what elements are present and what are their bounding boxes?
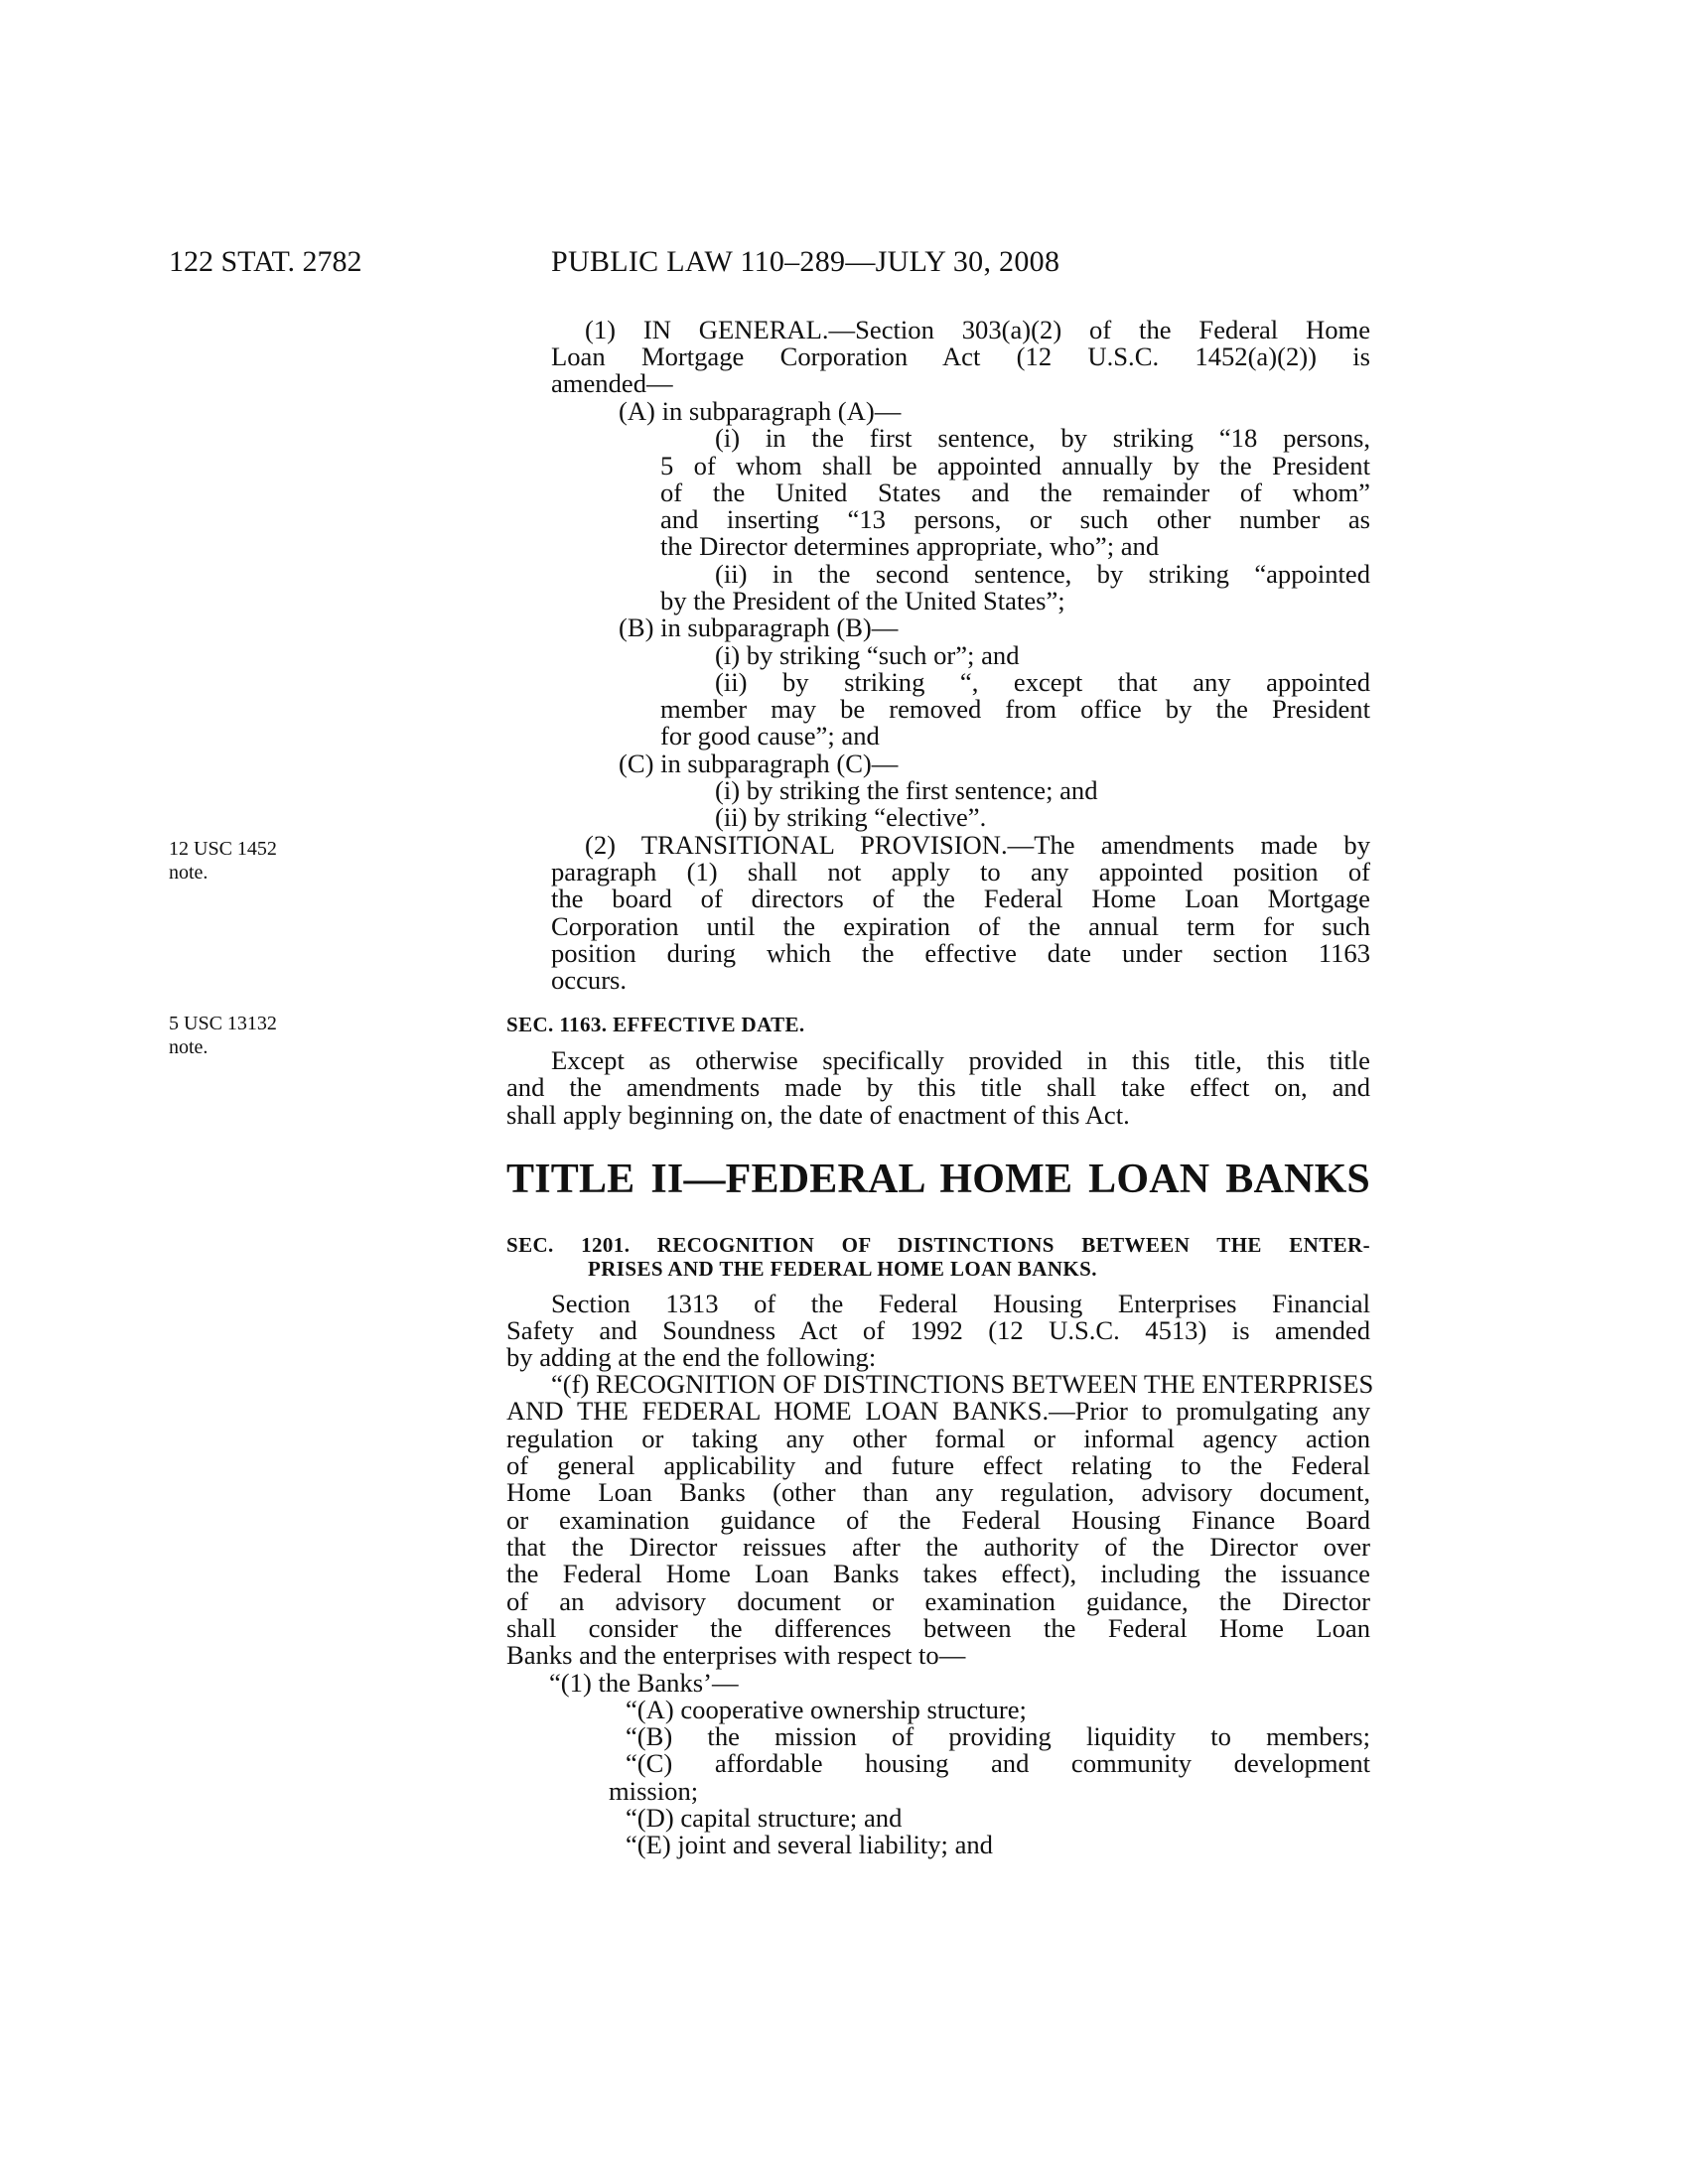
- text-line: of general applicability and future effect relating to the Federal: [506, 1450, 1370, 1480]
- text-line: the Director determines appropriate, who”; and: [660, 531, 1160, 561]
- text-line: “(1) the Banks’—: [549, 1668, 739, 1698]
- text-line: shall apply beginning on, the date of enactment of this Act.: [506, 1100, 1130, 1130]
- text-line: (B) in subparagraph (B)—: [619, 613, 899, 642]
- text-line: “(C) affordable housing and community development: [626, 1748, 1370, 1778]
- text-line: Corporation until the expiration of the annual term for such: [551, 911, 1370, 941]
- text-line: position during which the effective date under section 1163: [551, 938, 1370, 968]
- margin-note-line: 5 USC 13132: [169, 1013, 277, 1034]
- text-line: (C) in subparagraph (C)—: [619, 749, 899, 778]
- text-line: regulation or taking any other formal or informal agency action: [506, 1424, 1370, 1453]
- margin-note-line: note.: [169, 862, 209, 884]
- text-line: Home Loan Banks (other than any regulation, advisory document,: [506, 1477, 1370, 1507]
- text-line: (A) in subparagraph (A)—: [619, 396, 902, 426]
- text-line: (ii) by striking “elective”.: [715, 802, 987, 832]
- text-line: paragraph (1) shall not apply to any appointed position of: [551, 857, 1370, 887]
- text-line: “(D) capital structure; and: [626, 1803, 903, 1833]
- page-stat-number: 122 STAT. 2782: [169, 245, 362, 278]
- text-line: “(E) joint and several liability; and: [626, 1830, 993, 1859]
- text-line: Banks and the enterprises with respect to—: [506, 1640, 966, 1670]
- margin-note-5-usc-13132: [169, 1012, 308, 1059]
- margin-note-12-usc-1452: [169, 837, 308, 885]
- text-line: for good cause”; and: [660, 721, 880, 751]
- text-line: and the amendments made by this title shall take effect on, and: [506, 1072, 1370, 1102]
- text-line: the board of directors of the Federal Home Loan Mortgage: [551, 884, 1370, 913]
- text-line: 5 of whom shall be appointed annually by the President: [660, 451, 1370, 480]
- text-line: (i) by striking the first sentence; and: [715, 775, 1098, 805]
- text-line: “(A) cooperative ownership structure;: [626, 1695, 1027, 1724]
- text-line: (ii) in the second sentence, by striking “appointed: [715, 559, 1370, 589]
- title-heading: TITLE II—FEDERAL HOME LOAN BANKS: [506, 1157, 1370, 1202]
- section-heading-1201: SEC. 1201. RECOGNITION OF DISTINCTIONS BETWEEN THE ENTER-: [506, 1233, 1370, 1257]
- section-heading-1201-cont: PRISES AND THE FEDERAL HOME LOAN BANKS.: [588, 1257, 1097, 1281]
- text-line: (ii) by striking “, except that any appointed: [715, 667, 1370, 697]
- text-line: of the United States and the remainder of whom”: [660, 478, 1370, 507]
- text-line: “(f) RECOGNITION OF DISTINCTIONS BETWEEN THE ENTERPRISES: [551, 1369, 1374, 1399]
- text-line: by the President of the United States”;: [660, 586, 1065, 615]
- text-line: of an advisory document or examination guidance, the Director: [506, 1586, 1370, 1616]
- text-line: (2) TRANSITIONAL PROVISION.—The amendments made by: [585, 830, 1370, 860]
- text-line: shall consider the differences between the Federal Home Loan: [506, 1613, 1370, 1643]
- text-line: by adding at the end the following:: [506, 1342, 877, 1372]
- text-line: (i) by striking “such or”; and: [715, 640, 1020, 670]
- margin-note-line: 12 USC 1452: [169, 838, 277, 860]
- text-line: occurs.: [551, 965, 628, 995]
- text-line: Safety and Soundness Act of 1992 (12 U.S.C. 4513) is amended: [506, 1315, 1370, 1345]
- margin-note-line: note.: [169, 1036, 209, 1058]
- text-line: and inserting “13 persons, or such other number as: [660, 504, 1370, 534]
- text-line: AND THE FEDERAL HOME LOAN BANKS.—Prior to promulgating any: [506, 1396, 1371, 1426]
- text-line: Except as otherwise specifically provided in this title, this title: [551, 1045, 1370, 1075]
- text-line: that the Director reissues after the authority of the Director over: [506, 1532, 1370, 1562]
- text-line: or examination guidance of the Federal Housing Finance Board: [506, 1505, 1370, 1535]
- text-line: “(B) the mission of providing liquidity to members;: [626, 1721, 1370, 1751]
- text-line: Section 1313 of the Federal Housing Enterprises Financial: [551, 1289, 1370, 1318]
- section-heading-1163: SEC. 1163. EFFECTIVE DATE.: [506, 1013, 805, 1036]
- text-line: (i) in the first sentence, by striking “18 persons,: [715, 423, 1370, 453]
- text-line: the Federal Home Loan Banks takes effect), including the issuance: [506, 1559, 1370, 1588]
- text-line: mission;: [609, 1776, 699, 1806]
- text-line: amended—: [551, 368, 673, 398]
- text-line: (1) IN GENERAL.—Section 303(a)(2) of the Federal Home: [585, 315, 1370, 344]
- text-line: member may be removed from office by the President: [660, 694, 1370, 724]
- running-header: PUBLIC LAW 110–289—JULY 30, 2008: [551, 245, 1060, 278]
- text-line: Loan Mortgage Corporation Act (12 U.S.C. 1452(a)(2)) is: [551, 341, 1370, 371]
